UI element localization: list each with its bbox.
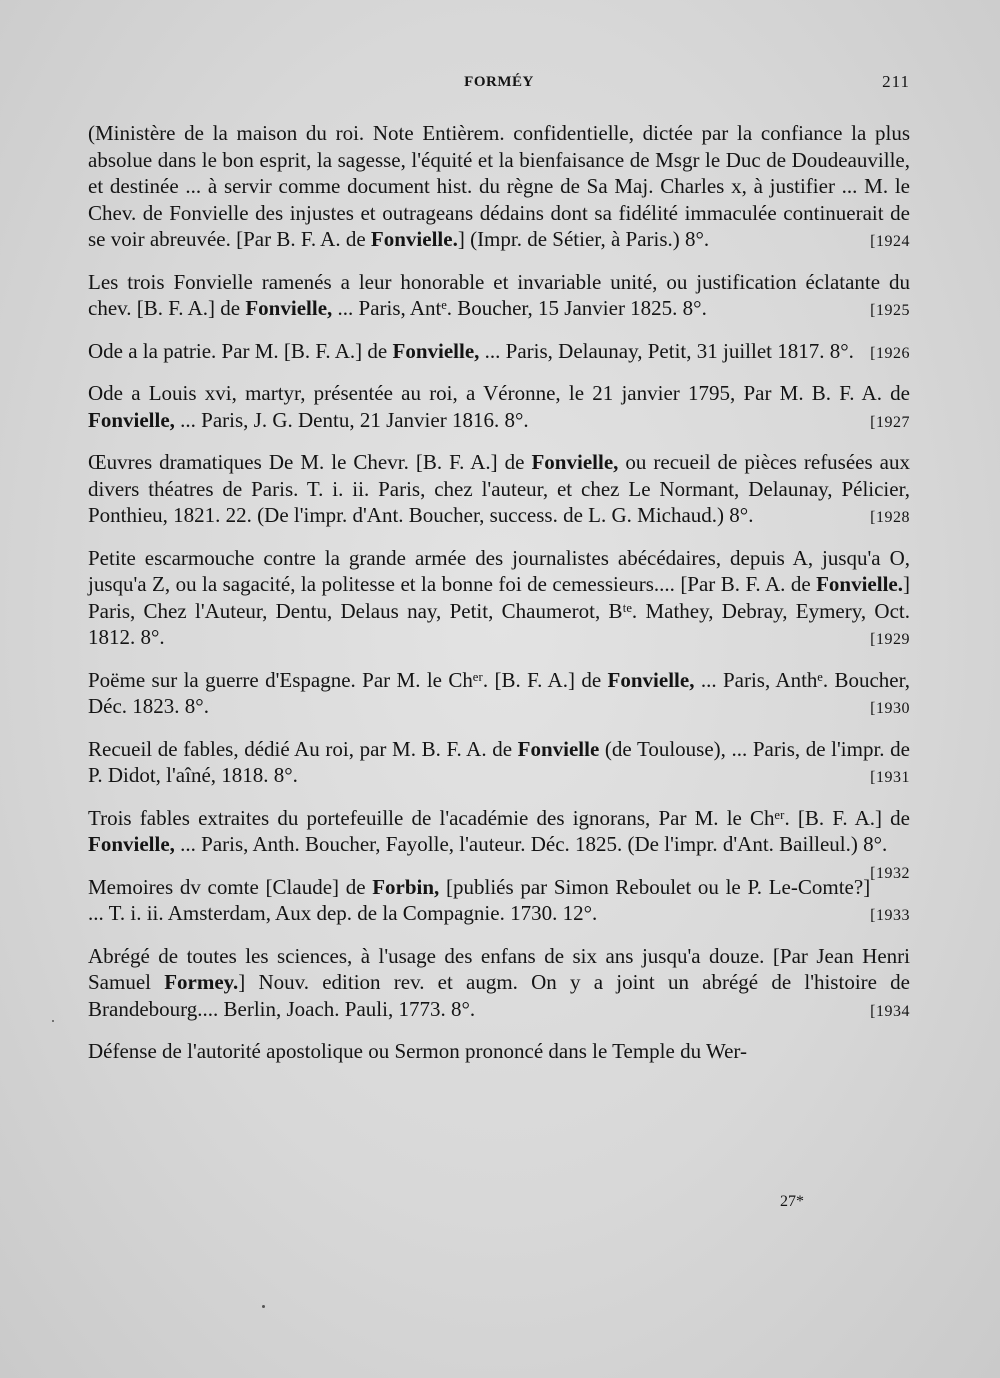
author-name: Fonvielle,	[392, 338, 480, 363]
page-number: 211	[882, 72, 910, 91]
entry-number: [1934	[870, 1002, 910, 1020]
author-name: Fonvielle.	[370, 227, 458, 251]
entry-text: Memoires dv comte [Claude] de	[88, 874, 373, 899]
author-name: Fonvielle	[517, 736, 600, 761]
bibliography-entry	[88, 805, 910, 882]
entry-text: Ode a Louis xvi, martyr, présentée au roi, a Véronne, le 21 janvier 1795, Par M. B. F. A. de	[88, 381, 910, 405]
bibliography-entry	[88, 667, 910, 720]
entry-number: [1928	[870, 509, 910, 526]
entry-number: [1927	[870, 413, 910, 431]
author-name: Fonvielle,	[88, 832, 175, 856]
entry-number: [1930	[870, 700, 910, 717]
bibliography-entries	[88, 120, 910, 1081]
bibliography-entry	[88, 736, 910, 789]
paper-speck	[52, 1020, 54, 1022]
entry-number: [1931	[870, 769, 910, 786]
author-name: Fonvielle.	[816, 572, 903, 596]
author-name: Forbin,	[372, 874, 440, 899]
entry-number: [1932	[870, 864, 910, 882]
entry-text: ... Paris, J. G. Dentu, 21 Janvier 1816. 8°.	[174, 407, 529, 432]
signature-mark: 27*	[780, 1193, 804, 1210]
author-name: Fonvielle,	[607, 667, 695, 692]
entry-text: Petite escarmouche contre la grande armée des journalistes abécédaires, depuis A, jusqu'a O, jusqu'a Z, ou la sagacité, la politesse et la bonne foi de cemessieurs.... [Par B. F. A. de	[88, 545, 910, 596]
entry-text: ... Paris, Anthᵉ. Boucher, Déc. 1823. 8°.	[88, 667, 910, 718]
bibliography-entry	[88, 943, 910, 1023]
bibliography-entry	[88, 449, 910, 529]
running-head: FORMÉY	[464, 74, 534, 90]
author-name: Fonvielle,	[245, 296, 333, 320]
author-name: Fonvielle,	[531, 450, 619, 474]
entry-text: Ode a la patrie. Par M. [B. F. A.] de	[88, 338, 393, 363]
entry-text: ... Paris, Anth. Boucher, Fayolle, l'auteur. Déc. 1825. (De l'impr. d'Ant. Bailleul.) 8°.	[174, 832, 888, 856]
entry-text: ... Paris, Antᵉ. Boucher, 15 Janvier 1825. 8°.	[332, 296, 707, 320]
entry-number: [1925	[870, 302, 910, 319]
entry-text: (Ministère de la maison du roi. Note Entièrem. confidentielle, dictée par la confiance la plus absolue dans le bon esprit, la sagesse, l'équité et la bienfaisance de Msgr le Duc de Doudeauville, et destinée ... à servir comme document hist. du règne de Sa Maj. Charles x, à justifier ... M. le Chev. de Fonvielle des injustes et outrageans dédains dont sa fidélité immaculée continuerait de se voir abreuvée. [Par B. F. A. de	[88, 121, 910, 251]
entry-number: [1929	[870, 631, 910, 648]
entry-number: [1933	[870, 907, 910, 924]
entry-text: ou recueil de pièces refusées aux divers théatres de Paris. T. i. ii. Paris, chez l'auteur, et chez Le Normant, Delaunay, Pélicier, Ponthieu, 1821. 22. (De l'impr. d'Ant. Boucher, success. de L. G. Michaud.) 8°.	[88, 450, 911, 527]
entry-text: Abrégé de toutes les sciences, à l'usage des enfans de six ans jusqu'a douze. [Par Jean Henri Samuel	[88, 943, 910, 994]
bibliography-entry	[88, 545, 910, 651]
entry-text: Trois fables extraites du portefeuille de l'académie des ignorans, Par M. le Chᵉʳ. [B. F. A.] de	[88, 805, 910, 830]
bibliography-entry	[88, 1038, 910, 1065]
entry-text: ] Paris, Chez l'Auteur, Dentu, Delaus nay, Petit, Chaumerot, Bᵗᵉ. Mathey, Debray, Eymery, Oct. 1812. 8°.	[88, 572, 910, 649]
author-name: Fonvielle,	[88, 407, 175, 432]
entry-text: Recueil de fables, dédié Au roi, par M. B. F. A. de	[88, 736, 518, 761]
entry-text: Œuvres dramatiques De M. le Chevr. [B. F. A.] de	[88, 450, 532, 474]
paper-speck	[262, 1305, 265, 1308]
entry-text: Défense de l'autorité apostolique ou Sermon prononcé dans le Temple du Wer-	[88, 1039, 747, 1063]
entry-text: [publiés par Simon Reboulet ou le P. Le-Comte?] ... T. i. ii. Amsterdam, Aux dep. de la Compagnie. 1730. 12°.	[88, 874, 871, 925]
bibliography-entry	[88, 269, 910, 322]
bibliography-entry	[88, 120, 910, 253]
entry-number: [1924	[870, 233, 910, 250]
entry-text: ... Paris, Delaunay, Petit, 31 juillet 1817. 8°.	[479, 338, 854, 363]
entry-text: ] Nouv. edition rev. et augm. On y a joint un abrégé de l'histoire de Brandebourg.... Berlin, Joach. Pauli, 1773. 8°.	[88, 970, 910, 1021]
bibliography-entry	[88, 338, 910, 365]
entry-text: Poëme sur la guerre d'Espagne. Par M. le Chᵉʳ. [B. F. A.] de	[88, 667, 608, 692]
entry-text: Les trois Fonvielle ramenés a leur honorable et invariable unité, ou justification éclatante du chev. [B. F. A.] de	[88, 269, 910, 320]
entry-number: [1926	[870, 344, 910, 362]
bibliography-entry	[88, 380, 910, 433]
entry-text: (de Toulouse), ... Paris, de l'impr. de P. Didot, l'aîné, 1818. 8°.	[88, 736, 910, 787]
author-name: Formey.	[164, 970, 239, 994]
entry-text: ] (Impr. de Sétier, à Paris.) 8°.	[457, 227, 710, 251]
bibliography-entry	[88, 874, 910, 927]
page-header	[88, 74, 910, 104]
